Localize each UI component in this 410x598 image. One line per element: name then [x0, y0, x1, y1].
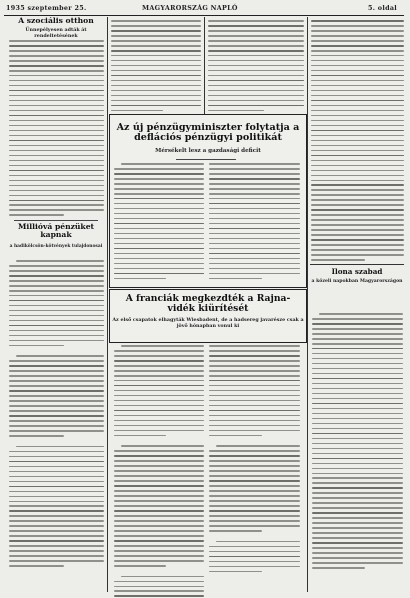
- article-heading-col1-mid: Millióvá pénzüket kapnak: [17, 222, 95, 240]
- article-body-finance-left: [114, 163, 204, 283]
- column-rule: [204, 17, 205, 114]
- page-number: 5. oldal: [368, 4, 398, 12]
- article-body-col3-top: [208, 20, 304, 115]
- section-divider: [14, 220, 98, 221]
- section-divider: [310, 264, 404, 265]
- article-body-finance-right: [209, 163, 300, 283]
- article-body-col1-mid: [9, 260, 104, 570]
- article-body-rhine-left: [114, 345, 204, 598]
- article-body-col2-top: [111, 20, 201, 115]
- article-body-rhine-right: [209, 345, 300, 576]
- article-heading-col4-mid: Ilona szabad: [331, 267, 383, 276]
- column-rule: [107, 17, 108, 592]
- article-body-col1-top: [9, 40, 104, 219]
- column-rule: [307, 17, 308, 592]
- article-subheading-col1-top: Ünnepélyesen adták át rendeltetésének: [25, 27, 87, 39]
- article-subheading-rhine: Az első csapatok elhagyták Wiesbadent, de a hadsereg javarésze csak a jövő hónapban vonul ki: [112, 317, 304, 329]
- header-date: 1935 szeptember 25.: [6, 4, 87, 12]
- article-subheading-finance: Mérsékelt lesz a gazdasági deficit: [155, 148, 261, 154]
- article-heading-rhine: A franciák megkezdték a Rajna-vidék kiürítését: [125, 293, 291, 314]
- article-body-col4-top: [311, 20, 404, 264]
- article-heading-col1-top: A szociális otthon: [18, 16, 94, 25]
- newspaper-title: MAGYARORSZÁG NAPLÓ: [142, 4, 238, 12]
- article-subheading-col4-mid: a közeli napokban Magyarországon: [311, 279, 403, 284]
- article-body-col4-mid: [312, 313, 403, 572]
- article-heading-finance: Az új pénzügyminiszter folytatja a deflációs pénzügyi politikát: [116, 122, 300, 144]
- article-subheading-col1-mid: a hadikölcsön-kötvények tulajdonosai: [9, 244, 103, 249]
- heading-divider: [176, 159, 236, 160]
